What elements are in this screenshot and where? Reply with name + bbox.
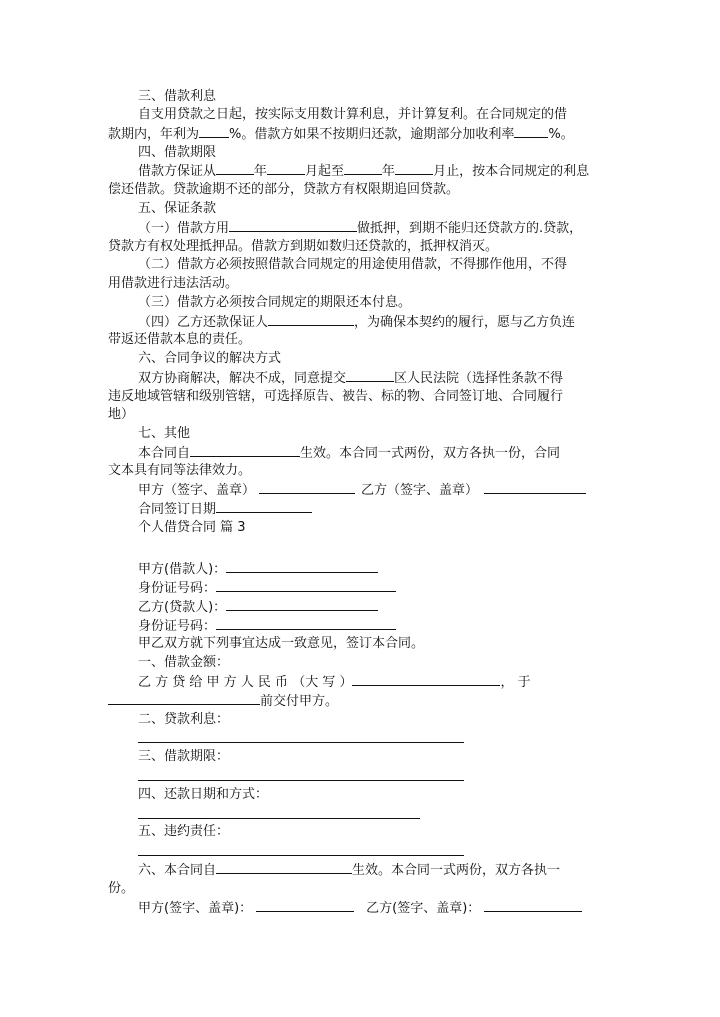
blank-line (138, 818, 420, 819)
paragraph-line: 份。 (108, 881, 135, 896)
paragraph-line: 款期内，年利为 %。借款方如果不按期归还款，逾期部分加收利率 %。 (108, 127, 574, 142)
amount-line-2: 前交付甲方。 (108, 692, 338, 711)
heading-amount: 一、借款金额： (138, 655, 230, 670)
intro-line: 甲乙双方就下列事宜达成一致意见，签订本合同。 (138, 636, 425, 651)
blank-field (216, 162, 254, 175)
date-blank (216, 500, 312, 513)
id-a-line: 身份证号码： (138, 579, 396, 598)
section-heading-other: 七、其他 (138, 426, 191, 441)
blank-field (352, 673, 500, 686)
paragraph-line: 地） (108, 407, 135, 422)
blank-field (268, 313, 354, 326)
sign-date-line: 合同签订日期 (138, 500, 312, 519)
paragraph-line: 贷款方有权处理抵押品。借款方到期如数归还贷款的，抵押权消灭。 (108, 239, 499, 254)
blank-field (216, 617, 396, 630)
paragraph-line: 借款方保证从 年 月起至 年 月止，按本合同规定的利息 (138, 164, 590, 179)
effective-line: 六、本合同自 生效。本合同一式两份，双方各执一 (138, 863, 561, 878)
heading-interest: 二、贷款利息： (138, 712, 230, 727)
blank-field (395, 162, 433, 175)
clause-4: （四）乙方还款保证人 ，为确保本契约的履行，愿与乙方负连 (138, 315, 576, 330)
amount-line: 乙 方 贷 给 甲 方 人 民 币 （大 写 ） ， 于 (138, 675, 531, 690)
party-b-line: 乙方(贷款人)： (138, 598, 378, 617)
clause-3: （三）借款方必须按合同规定的期限还本付息。 (138, 295, 412, 310)
blank-line (138, 742, 464, 743)
paragraph-line: 用借款进行违法活动。 (108, 276, 239, 291)
blank-field (346, 369, 394, 382)
blank-field (108, 692, 260, 705)
signature-blank-a (256, 899, 354, 912)
signature-blank-b (484, 899, 582, 912)
paragraph-line: 违反地域管辖和级别管辖，可选择原告、被告、标的物、合同签订地、合同履行 (108, 389, 564, 404)
blank-field (267, 162, 305, 175)
paragraph-line: 偿还借款。贷款逾期不还的部分，贷款方有权限期追回贷款。 (108, 182, 460, 197)
blank-field (216, 579, 396, 592)
blank-field (514, 125, 548, 138)
id-b-line: 身份证号码： (138, 617, 396, 636)
blank-field (216, 861, 352, 874)
signature-blank-a (259, 481, 355, 494)
heading-breach: 五、违约责任： (138, 824, 230, 839)
heading-repayment: 四、还款日期和方式： (138, 787, 269, 802)
clause-1: （一）借款方用 做抵押，到期不能归还贷款方的.贷款， (138, 221, 583, 236)
blank-field (226, 560, 378, 573)
paragraph-line: 文本具有同等法律效力。 (108, 463, 252, 478)
blank-field (199, 125, 229, 138)
blank-line (138, 780, 464, 781)
blank-field (226, 598, 378, 611)
contract-title: 个人借贷合同 篇 3 (138, 520, 246, 535)
blank-line (138, 855, 464, 856)
paragraph-line: 带返还借款本息的责任。 (108, 332, 252, 347)
paragraph-line: 自支用贷款之日起，按实际支用数计算利息，并计算复利。在合同规定的借 (138, 107, 568, 122)
signature-line-2: 甲方(签字、盖章)： 乙方(签字、盖章)： (138, 899, 582, 918)
section-heading-dispute: 六、合同争议的解决方式 (138, 351, 282, 366)
blank-field (229, 219, 357, 232)
section-heading-interest: 三、借款利息 (138, 89, 217, 104)
signature-blank-b (484, 481, 586, 494)
section-heading-guarantee: 五、保证条款 (138, 201, 217, 216)
blank-field (190, 444, 300, 457)
blank-field (344, 162, 382, 175)
party-a-line: 甲方(借款人)： (138, 560, 378, 579)
paragraph-line: 本合同自 生效。本合同一式两份，双方各执一份，合同 (138, 446, 561, 461)
paragraph-line: 双方协商解决，解决不成，同意提交 区人民法院（选择性条款不得 (138, 371, 564, 386)
clause-2: （二）借款方必须按照借款合同规定的用途使用借款，不得挪作他用，不得 (138, 257, 568, 272)
section-heading-term: 四、借款期限 (138, 145, 217, 160)
heading-term: 三、借款期限： (138, 749, 230, 764)
signature-line: 甲方（签字、盖章） 乙方（签字、盖章） (138, 481, 586, 500)
